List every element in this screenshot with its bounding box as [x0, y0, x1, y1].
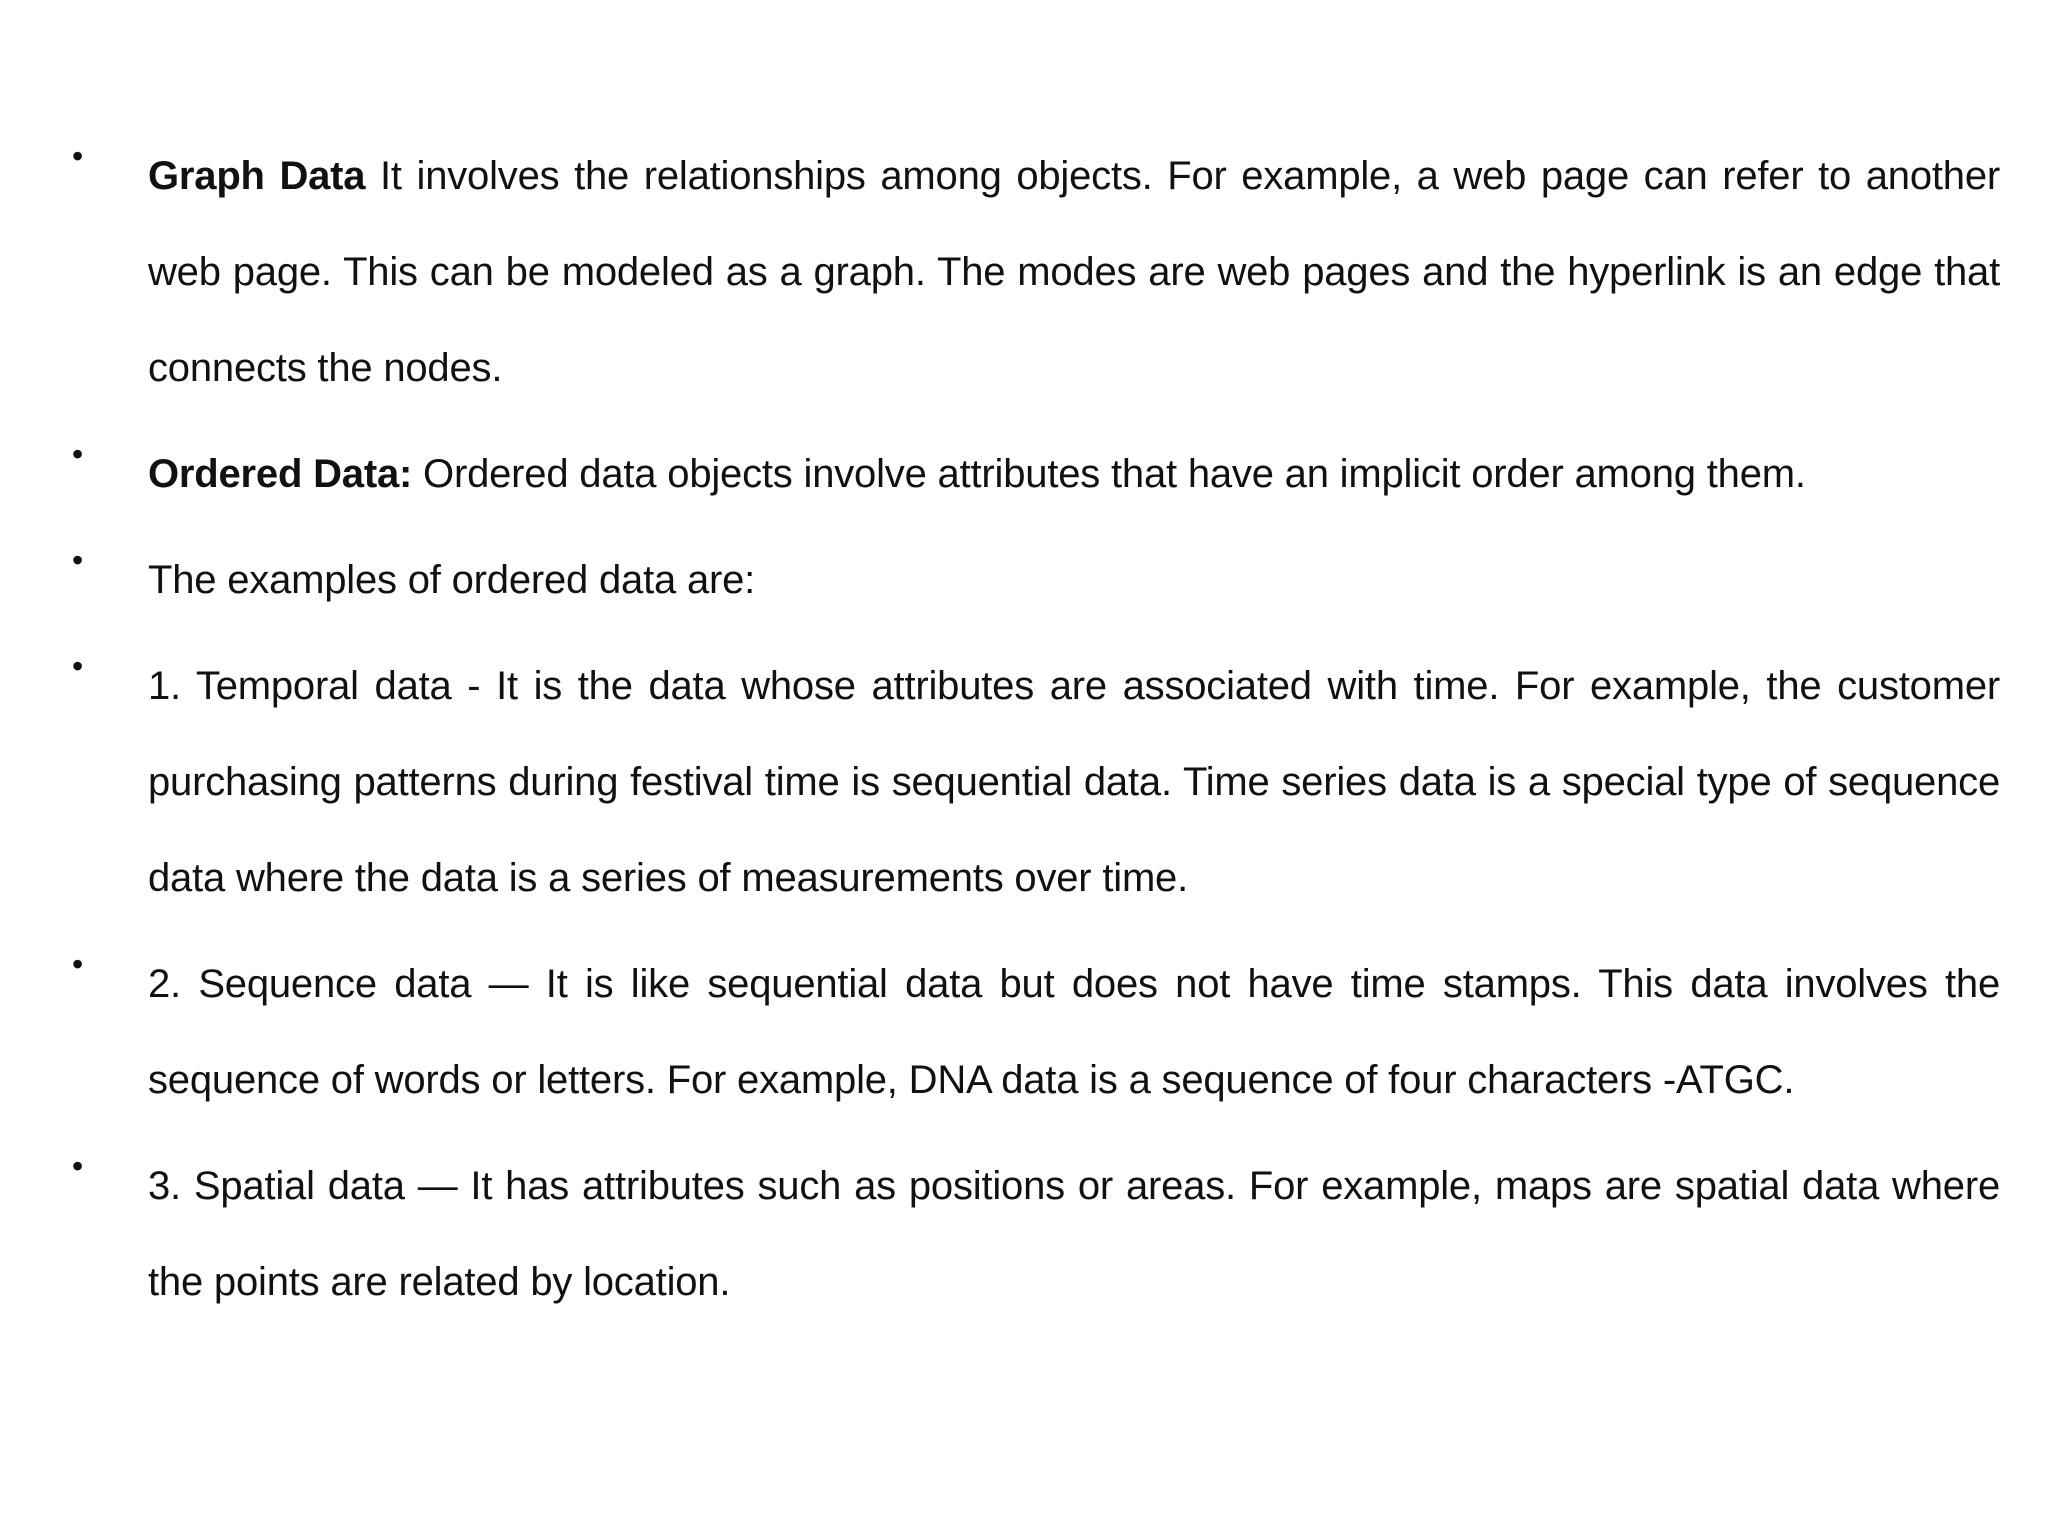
bullet-item-ordered-data	[70, 426, 2000, 522]
bullet-text	[148, 638, 2000, 926]
bullet-icon: •	[72, 1148, 84, 1184]
bullet-icon: •	[72, 436, 84, 472]
bullet-item-temporal-data	[70, 638, 2000, 926]
bullet-icon: •	[72, 946, 84, 982]
bullet-body: 1. Temporal data - It is the data whose attributes are associated with time. For example, the customer purchasing patterns during festival time is sequential data. Time series data is a special type of sequence data where the data is a series of measurements over time.	[148, 664, 2000, 900]
bullet-list	[70, 128, 2000, 1340]
bullet-body: It involves the relationships among objects. For example, a web page can refer to another web page. This can be modeled as a graph. The modes are web pages and the hyperlink is an edge that connects the nodes.	[148, 154, 2000, 390]
bullet-item-examples	[70, 532, 2000, 628]
bullet-item-sequence-data	[70, 936, 2000, 1128]
bullet-term: Graph Data	[148, 154, 366, 198]
bullet-text	[148, 936, 2000, 1128]
bullet-item-spatial-data	[70, 1138, 2000, 1330]
bullet-text	[148, 1138, 2000, 1330]
bullet-body: 2. Sequence data — It is like sequential data but does not have time stamps. This data involves the sequence of words or letters. For example, DNA data is a sequence of four characters -ATGC.	[148, 962, 2000, 1102]
bullet-term: Ordered Data:	[148, 452, 413, 496]
bullet-icon: •	[72, 542, 84, 578]
bullet-text	[148, 128, 2000, 416]
bullet-body: 3. Spatial data — It has attributes such as positions or areas. For example, maps are spatial data where the points are related by location.	[148, 1164, 2000, 1304]
bullet-body: Ordered data objects involve attributes that have an implicit order among them.	[412, 452, 1806, 496]
bullet-text	[148, 532, 2000, 628]
bullet-icon: •	[72, 648, 84, 684]
bullet-item-graph-data	[70, 128, 2000, 416]
bullet-body: The examples of ordered data are:	[148, 558, 756, 602]
bullet-text	[148, 426, 2000, 522]
bullet-icon: •	[72, 138, 84, 174]
